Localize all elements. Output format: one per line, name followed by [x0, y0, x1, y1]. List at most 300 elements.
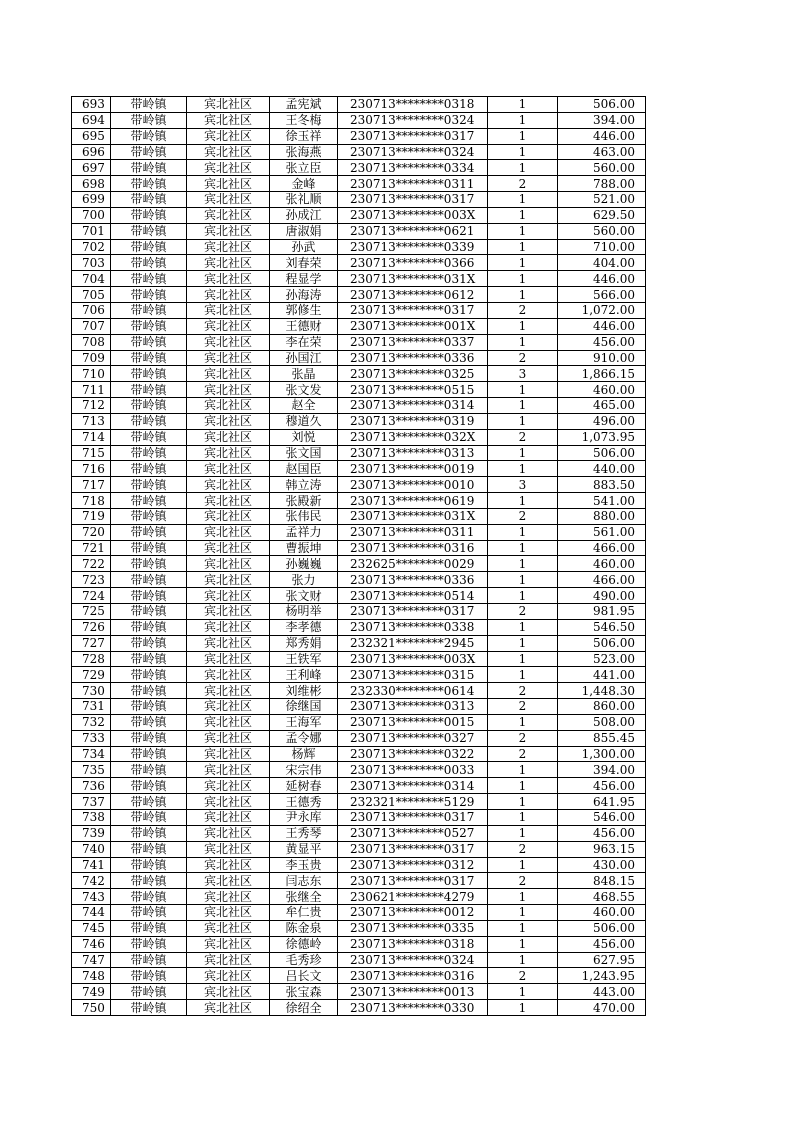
table-row — [72, 223, 646, 239]
community-cell: 宾北社区 — [187, 683, 270, 699]
name-cell: 张文发 — [270, 382, 338, 398]
community-cell: 宾北社区 — [187, 873, 270, 889]
town-cell: 带岭镇 — [111, 413, 187, 429]
town-cell: 带岭镇 — [111, 651, 187, 667]
town-cell: 带岭镇 — [111, 144, 187, 160]
row-number-cell: 698 — [72, 176, 111, 192]
row-number-cell: 696 — [72, 144, 111, 160]
id-number-cell: 230713********0317 — [338, 873, 488, 889]
amount-cell: 1,073.95 — [558, 429, 646, 445]
community-cell: 宾北社区 — [187, 778, 270, 794]
household-size-cell: 1 — [488, 239, 558, 255]
id-number-cell: 230713********0322 — [338, 746, 488, 762]
community-cell: 宾北社区 — [187, 334, 270, 350]
amount-cell: 465.00 — [558, 398, 646, 414]
table-row — [72, 635, 646, 651]
table-row — [72, 445, 646, 461]
household-size-cell: 1 — [488, 936, 558, 952]
table-row — [72, 255, 646, 271]
community-cell: 宾北社区 — [187, 223, 270, 239]
id-number-cell: 230713********003X — [338, 207, 488, 223]
amount-cell: 508.00 — [558, 714, 646, 730]
community-cell: 宾北社区 — [187, 667, 270, 683]
amount-cell: 468.55 — [558, 889, 646, 905]
table-row — [72, 239, 646, 255]
id-number-cell: 230713********031X — [338, 271, 488, 287]
name-cell: 孙海涛 — [270, 287, 338, 303]
household-size-cell: 1 — [488, 413, 558, 429]
table-row — [72, 857, 646, 873]
amount-cell: 446.00 — [558, 271, 646, 287]
amount-cell: 848.15 — [558, 873, 646, 889]
town-cell: 带岭镇 — [111, 683, 187, 699]
town-cell: 带岭镇 — [111, 192, 187, 208]
row-number-cell: 699 — [72, 192, 111, 208]
town-cell: 带岭镇 — [111, 97, 187, 113]
community-cell: 宾北社区 — [187, 809, 270, 825]
id-number-cell: 230713********0338 — [338, 619, 488, 635]
name-cell: 张海燕 — [270, 144, 338, 160]
household-size-cell: 1 — [488, 461, 558, 477]
id-number-cell: 232625********0029 — [338, 556, 488, 572]
community-cell: 宾北社区 — [187, 857, 270, 873]
table-row — [72, 413, 646, 429]
town-cell: 带岭镇 — [111, 588, 187, 604]
community-cell: 宾北社区 — [187, 730, 270, 746]
table-row — [72, 762, 646, 778]
id-number-cell: 230713********0366 — [338, 255, 488, 271]
town-cell: 带岭镇 — [111, 350, 187, 366]
amount-cell: 641.95 — [558, 794, 646, 810]
town-cell: 带岭镇 — [111, 302, 187, 318]
name-cell: 张文财 — [270, 588, 338, 604]
table-row — [72, 334, 646, 350]
community-cell: 宾北社区 — [187, 477, 270, 493]
town-cell: 带岭镇 — [111, 857, 187, 873]
id-number-cell: 230713********003X — [338, 651, 488, 667]
household-size-cell: 1 — [488, 794, 558, 810]
id-number-cell: 230713********0012 — [338, 905, 488, 921]
row-number-cell: 701 — [72, 223, 111, 239]
town-cell: 带岭镇 — [111, 920, 187, 936]
amount-cell: 1,448.30 — [558, 683, 646, 699]
table-row — [72, 984, 646, 1000]
amount-cell: 440.00 — [558, 461, 646, 477]
community-cell: 宾北社区 — [187, 1000, 270, 1016]
community-cell: 宾北社区 — [187, 318, 270, 334]
table-row — [72, 97, 646, 113]
amount-cell: 463.00 — [558, 144, 646, 160]
amount-cell: 855.45 — [558, 730, 646, 746]
town-cell: 带岭镇 — [111, 825, 187, 841]
name-cell: 穆道久 — [270, 413, 338, 429]
table-row — [72, 461, 646, 477]
name-cell: 张立臣 — [270, 160, 338, 176]
amount-cell: 561.00 — [558, 524, 646, 540]
row-number-cell: 742 — [72, 873, 111, 889]
town-cell: 带岭镇 — [111, 699, 187, 715]
id-number-cell: 230713********0311 — [338, 176, 488, 192]
community-cell: 宾北社区 — [187, 413, 270, 429]
amount-cell: 880.00 — [558, 508, 646, 524]
table-row — [72, 683, 646, 699]
row-number-cell: 748 — [72, 968, 111, 984]
table-row — [72, 524, 646, 540]
row-number-cell: 714 — [72, 429, 111, 445]
id-number-cell: 230713********0612 — [338, 287, 488, 303]
name-cell: 李玉贵 — [270, 857, 338, 873]
amount-cell: 456.00 — [558, 778, 646, 794]
town-cell: 带岭镇 — [111, 445, 187, 461]
community-cell: 宾北社区 — [187, 920, 270, 936]
id-number-cell: 230713********0313 — [338, 699, 488, 715]
table-row — [72, 667, 646, 683]
table-row — [72, 207, 646, 223]
amount-cell: 470.00 — [558, 1000, 646, 1016]
household-size-cell: 2 — [488, 699, 558, 715]
community-cell: 宾北社区 — [187, 604, 270, 620]
household-size-cell: 1 — [488, 398, 558, 414]
amount-cell: 710.00 — [558, 239, 646, 255]
community-cell: 宾北社区 — [187, 572, 270, 588]
table-row — [72, 841, 646, 857]
name-cell: 曹振坤 — [270, 540, 338, 556]
household-size-cell: 2 — [488, 604, 558, 620]
name-cell: 王海军 — [270, 714, 338, 730]
household-size-cell: 1 — [488, 493, 558, 509]
name-cell: 王秀琴 — [270, 825, 338, 841]
id-number-cell: 230713********0324 — [338, 144, 488, 160]
table-row — [72, 540, 646, 556]
table-row — [72, 398, 646, 414]
name-cell: 徐继国 — [270, 699, 338, 715]
town-cell: 带岭镇 — [111, 873, 187, 889]
household-size-cell: 1 — [488, 588, 558, 604]
row-number-cell: 710 — [72, 366, 111, 382]
row-number-cell: 716 — [72, 461, 111, 477]
name-cell: 李孝德 — [270, 619, 338, 635]
town-cell: 带岭镇 — [111, 508, 187, 524]
town-cell: 带岭镇 — [111, 366, 187, 382]
name-cell: 孟祥力 — [270, 524, 338, 540]
community-cell: 宾北社区 — [187, 746, 270, 762]
name-cell: 刘悦 — [270, 429, 338, 445]
id-number-cell: 232321********5129 — [338, 794, 488, 810]
household-size-cell: 1 — [488, 952, 558, 968]
household-size-cell: 1 — [488, 223, 558, 239]
name-cell: 张继全 — [270, 889, 338, 905]
name-cell: 延树春 — [270, 778, 338, 794]
name-cell: 刘维彬 — [270, 683, 338, 699]
amount-cell: 566.00 — [558, 287, 646, 303]
amount-cell: 490.00 — [558, 588, 646, 604]
name-cell: 张伟民 — [270, 508, 338, 524]
id-number-cell: 230713********0312 — [338, 857, 488, 873]
row-number-cell: 723 — [72, 572, 111, 588]
table-row — [72, 144, 646, 160]
household-size-cell: 2 — [488, 302, 558, 318]
community-cell: 宾北社区 — [187, 287, 270, 303]
row-number-cell: 704 — [72, 271, 111, 287]
table-row — [72, 350, 646, 366]
id-number-cell: 230713********0327 — [338, 730, 488, 746]
amount-cell: 1,072.00 — [558, 302, 646, 318]
town-cell: 带岭镇 — [111, 334, 187, 350]
town-cell: 带岭镇 — [111, 905, 187, 921]
town-cell: 带岭镇 — [111, 318, 187, 334]
community-cell: 宾北社区 — [187, 112, 270, 128]
community-cell: 宾北社区 — [187, 952, 270, 968]
row-number-cell: 727 — [72, 635, 111, 651]
amount-cell: 466.00 — [558, 572, 646, 588]
name-cell: 李在荣 — [270, 334, 338, 350]
amount-cell: 860.00 — [558, 699, 646, 715]
community-cell: 宾北社区 — [187, 461, 270, 477]
community-cell: 宾北社区 — [187, 968, 270, 984]
household-size-cell: 1 — [488, 271, 558, 287]
amount-cell: 506.00 — [558, 920, 646, 936]
community-cell: 宾北社区 — [187, 540, 270, 556]
amount-cell: 1,300.00 — [558, 746, 646, 762]
town-cell: 带岭镇 — [111, 809, 187, 825]
community-cell: 宾北社区 — [187, 635, 270, 651]
name-cell: 吕长文 — [270, 968, 338, 984]
row-number-cell: 712 — [72, 398, 111, 414]
name-cell: 王冬梅 — [270, 112, 338, 128]
community-cell: 宾北社区 — [187, 984, 270, 1000]
name-cell: 王德财 — [270, 318, 338, 334]
row-number-cell: 719 — [72, 508, 111, 524]
household-size-cell: 2 — [488, 508, 558, 524]
community-cell: 宾北社区 — [187, 255, 270, 271]
household-size-cell: 2 — [488, 429, 558, 445]
table-row — [72, 572, 646, 588]
household-size-cell: 1 — [488, 97, 558, 113]
row-number-cell: 721 — [72, 540, 111, 556]
row-number-cell: 722 — [72, 556, 111, 572]
row-number-cell: 707 — [72, 318, 111, 334]
row-number-cell: 747 — [72, 952, 111, 968]
id-number-cell: 230713********0335 — [338, 920, 488, 936]
table-row — [72, 778, 646, 794]
table-row — [72, 366, 646, 382]
community-cell: 宾北社区 — [187, 794, 270, 810]
table-row — [72, 714, 646, 730]
table-row — [72, 905, 646, 921]
town-cell: 带岭镇 — [111, 936, 187, 952]
town-cell: 带岭镇 — [111, 889, 187, 905]
community-cell: 宾北社区 — [187, 841, 270, 857]
household-size-cell: 1 — [488, 762, 558, 778]
row-number-cell: 715 — [72, 445, 111, 461]
amount-cell: 506.00 — [558, 635, 646, 651]
name-cell: 徐玉祥 — [270, 128, 338, 144]
amount-cell: 446.00 — [558, 318, 646, 334]
household-size-cell: 1 — [488, 651, 558, 667]
household-size-cell: 1 — [488, 160, 558, 176]
community-cell: 宾北社区 — [187, 714, 270, 730]
table-row — [72, 604, 646, 620]
community-cell: 宾北社区 — [187, 619, 270, 635]
amount-cell: 981.95 — [558, 604, 646, 620]
id-number-cell: 230713********0317 — [338, 192, 488, 208]
id-number-cell: 230713********0319 — [338, 413, 488, 429]
id-number-cell: 230713********0033 — [338, 762, 488, 778]
table-row — [72, 825, 646, 841]
row-number-cell: 708 — [72, 334, 111, 350]
household-size-cell: 1 — [488, 382, 558, 398]
id-number-cell: 230713********0316 — [338, 540, 488, 556]
row-number-cell: 694 — [72, 112, 111, 128]
amount-cell: 394.00 — [558, 112, 646, 128]
name-cell: 徐绍全 — [270, 1000, 338, 1016]
table-row — [72, 382, 646, 398]
household-size-cell: 1 — [488, 619, 558, 635]
amount-cell: 460.00 — [558, 382, 646, 398]
town-cell: 带岭镇 — [111, 1000, 187, 1016]
row-number-cell: 705 — [72, 287, 111, 303]
id-number-cell: 230713********0334 — [338, 160, 488, 176]
community-cell: 宾北社区 — [187, 508, 270, 524]
community-cell: 宾北社区 — [187, 160, 270, 176]
table-row — [72, 508, 646, 524]
name-cell: 孙国江 — [270, 350, 338, 366]
amount-cell: 430.00 — [558, 857, 646, 873]
amount-cell: 521.00 — [558, 192, 646, 208]
data-table — [71, 96, 646, 1016]
id-number-cell: 230713********0324 — [338, 112, 488, 128]
name-cell: 牟仁贵 — [270, 905, 338, 921]
town-cell: 带岭镇 — [111, 952, 187, 968]
town-cell: 带岭镇 — [111, 239, 187, 255]
name-cell: 尹永库 — [270, 809, 338, 825]
table-body — [72, 97, 646, 1016]
id-number-cell: 230713********0015 — [338, 714, 488, 730]
row-number-cell: 735 — [72, 762, 111, 778]
community-cell: 宾北社区 — [187, 556, 270, 572]
household-size-cell: 1 — [488, 144, 558, 160]
community-cell: 宾北社区 — [187, 366, 270, 382]
household-size-cell: 3 — [488, 477, 558, 493]
household-size-cell: 1 — [488, 540, 558, 556]
household-size-cell: 1 — [488, 905, 558, 921]
town-cell: 带岭镇 — [111, 461, 187, 477]
community-cell: 宾北社区 — [187, 936, 270, 952]
community-cell: 宾北社区 — [187, 905, 270, 921]
table-row — [72, 794, 646, 810]
community-cell: 宾北社区 — [187, 651, 270, 667]
household-size-cell: 2 — [488, 968, 558, 984]
community-cell: 宾北社区 — [187, 239, 270, 255]
table-row — [72, 619, 646, 635]
row-number-cell: 706 — [72, 302, 111, 318]
household-size-cell: 1 — [488, 1000, 558, 1016]
household-size-cell: 3 — [488, 366, 558, 382]
row-number-cell: 745 — [72, 920, 111, 936]
row-number-cell: 700 — [72, 207, 111, 223]
table-row — [72, 556, 646, 572]
town-cell: 带岭镇 — [111, 746, 187, 762]
community-cell: 宾北社区 — [187, 128, 270, 144]
id-number-cell: 230713********032X — [338, 429, 488, 445]
id-number-cell: 230713********0515 — [338, 382, 488, 398]
household-size-cell: 1 — [488, 445, 558, 461]
amount-cell: 456.00 — [558, 936, 646, 952]
household-size-cell: 1 — [488, 825, 558, 841]
town-cell: 带岭镇 — [111, 730, 187, 746]
amount-cell: 441.00 — [558, 667, 646, 683]
town-cell: 带岭镇 — [111, 255, 187, 271]
amount-cell: 546.00 — [558, 809, 646, 825]
id-number-cell: 230713********031X — [338, 508, 488, 524]
row-number-cell: 697 — [72, 160, 111, 176]
town-cell: 带岭镇 — [111, 160, 187, 176]
town-cell: 带岭镇 — [111, 841, 187, 857]
community-cell: 宾北社区 — [187, 398, 270, 414]
row-number-cell: 749 — [72, 984, 111, 1000]
table-row — [72, 651, 646, 667]
table-row — [72, 1000, 646, 1016]
amount-cell: 404.00 — [558, 255, 646, 271]
row-number-cell: 730 — [72, 683, 111, 699]
community-cell: 宾北社区 — [187, 762, 270, 778]
amount-cell: 560.00 — [558, 223, 646, 239]
name-cell: 孙成江 — [270, 207, 338, 223]
row-number-cell: 744 — [72, 905, 111, 921]
id-number-cell: 230713********0317 — [338, 604, 488, 620]
name-cell: 张文国 — [270, 445, 338, 461]
name-cell: 郑秀娟 — [270, 635, 338, 651]
id-number-cell: 230713********0527 — [338, 825, 488, 841]
town-cell: 带岭镇 — [111, 635, 187, 651]
row-number-cell: 740 — [72, 841, 111, 857]
name-cell: 程显学 — [270, 271, 338, 287]
household-size-cell: 1 — [488, 572, 558, 588]
id-number-cell: 230713********0314 — [338, 398, 488, 414]
amount-cell: 443.00 — [558, 984, 646, 1000]
name-cell: 宋宗伟 — [270, 762, 338, 778]
name-cell: 孟宪斌 — [270, 97, 338, 113]
household-size-cell: 1 — [488, 207, 558, 223]
amount-cell: 788.00 — [558, 176, 646, 192]
town-cell: 带岭镇 — [111, 572, 187, 588]
name-cell: 孙武 — [270, 239, 338, 255]
household-size-cell: 1 — [488, 192, 558, 208]
name-cell: 杨明举 — [270, 604, 338, 620]
household-size-cell: 2 — [488, 730, 558, 746]
town-cell: 带岭镇 — [111, 271, 187, 287]
community-cell: 宾北社区 — [187, 271, 270, 287]
table-row — [72, 936, 646, 952]
table-row — [72, 889, 646, 905]
id-number-cell: 230713********0316 — [338, 968, 488, 984]
row-number-cell: 738 — [72, 809, 111, 825]
id-number-cell: 232330********0614 — [338, 683, 488, 699]
town-cell: 带岭镇 — [111, 112, 187, 128]
amount-cell: 910.00 — [558, 350, 646, 366]
town-cell: 带岭镇 — [111, 223, 187, 239]
community-cell: 宾北社区 — [187, 302, 270, 318]
amount-cell: 1,866.15 — [558, 366, 646, 382]
table-row — [72, 920, 646, 936]
row-number-cell: 736 — [72, 778, 111, 794]
name-cell: 闫志东 — [270, 873, 338, 889]
id-number-cell: 230713********0337 — [338, 334, 488, 350]
town-cell: 带岭镇 — [111, 540, 187, 556]
community-cell: 宾北社区 — [187, 350, 270, 366]
table-row — [72, 429, 646, 445]
name-cell: 孟令娜 — [270, 730, 338, 746]
